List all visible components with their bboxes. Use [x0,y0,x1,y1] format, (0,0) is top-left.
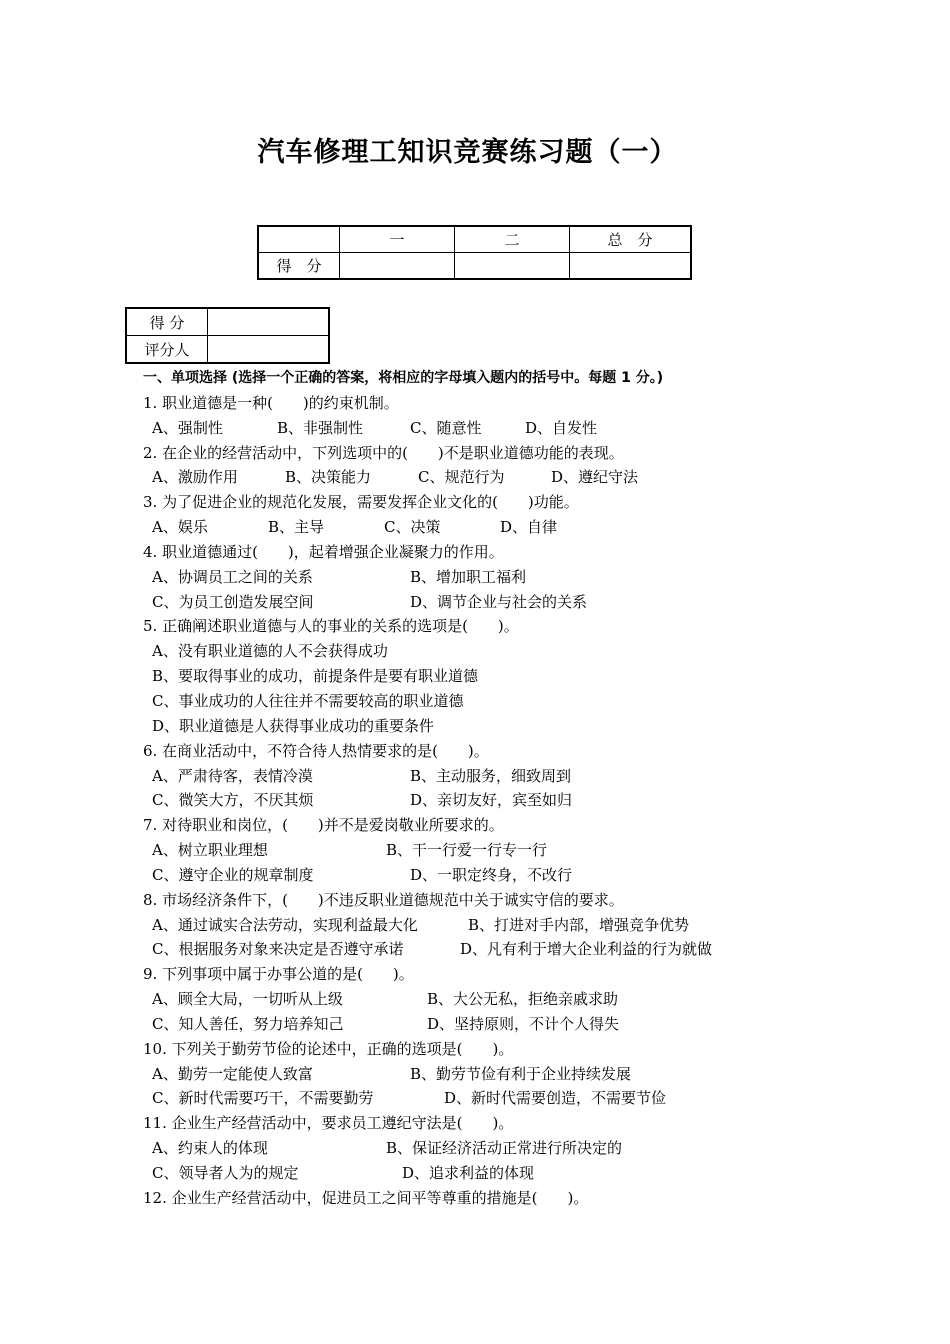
score-table-header-blank [258,226,340,253]
option-row [143,465,923,490]
grader-table-grader-row [126,336,329,364]
option-row [143,1161,923,1186]
option: D、新时代需要创造，不需要节俭 [444,1089,667,1108]
option-row [143,838,923,863]
option-row [143,1136,923,1161]
score-cell-total[interactable] [570,253,692,280]
grader-table-score-cell[interactable] [208,308,330,336]
score-summary-table [257,225,692,280]
score-table-score-row [258,253,691,280]
score-cell-part-1[interactable] [340,253,455,280]
option-row [143,590,923,615]
option: C、微笑大方，不厌其烦 [152,791,314,810]
option-row [143,515,923,540]
score-table-header-total: 总 分 [570,226,692,253]
page-title: 汽车修理工知识竞赛练习题（一） [257,137,678,168]
option: A、严肃待客，表情冷漠 [152,766,313,785]
option: A、没有职业道德的人不会获得成功 [152,642,388,661]
option: D、追求利益的体现 [402,1164,535,1182]
score-table-header-part-2: 二 [455,226,570,253]
option-row [143,788,923,813]
option: A、娱乐 [152,518,208,537]
option: C、规范行为 [418,468,505,487]
option-row [143,937,923,962]
question-stem: 5. 正确阐述职业道德与人的事业的关系的选项是( )。 [143,617,519,636]
score-table-header-row [258,226,691,253]
grader-table-score-label: 得 分 [126,308,208,336]
question-stem: 2. 在企业的经营活动中，下列选项中的( )不是职业道德功能的表现。 [143,443,624,462]
option: D、遵纪守法 [551,468,639,487]
option: D、自发性 [525,418,598,437]
option-row [143,987,923,1012]
option: B、保证经济活动正常进行所决定的 [386,1139,623,1158]
option-row [143,1012,923,1037]
option: B、决策能力 [285,468,372,487]
question-stem: 11. 企业生产经营活动中，要求员工遵纪守法是( )。 [143,1114,514,1133]
option: A、顾全大局，一切听从上级 [152,990,343,1009]
option: B、勤劳节俭有利于企业持续发展 [410,1064,632,1083]
option: D、调节企业与社会的关系 [410,592,588,611]
score-table-row-label: 得 分 [258,253,340,280]
question-stem: 12. 企业生产经营活动中，促进员工之间平等尊重的措施是( )。 [143,1188,589,1207]
option: B、主导 [268,518,325,537]
score-table-header-part-1: 一 [340,226,455,253]
grader-table-grader-cell[interactable] [208,336,330,364]
option: A、激励作用 [152,468,238,487]
question-stem: 1. 职业道德是一种( )的约束机制。 [143,393,399,412]
option: C、随意性 [410,418,482,437]
question-section [143,366,923,1211]
option: A、协调员工之间的关系 [152,567,313,586]
grader-table [125,307,330,364]
option: A、树立职业理想 [152,841,268,860]
option: A、通过诚实合法劳动，实现利益最大化 [152,915,418,934]
question-stem: 10. 下列关于勤劳节俭的论述中，正确的选项是( )。 [143,1039,514,1058]
option-row [143,863,923,888]
option-row [143,1086,923,1111]
option: B、主动服务，细致周到 [410,766,572,785]
option: A、强制性 [152,418,223,437]
option: C、为员工创造发展空间 [152,592,314,611]
question-stem: 4. 职业道德通过( )，起着增强企业凝聚力的作用。 [143,542,504,561]
question-stem: 6. 在商业活动中，不符合待人热情要求的是( )。 [143,741,489,760]
option: C、决策 [384,518,441,537]
question-stem: 8. 市场经济条件下，( )不违反职业道德规范中关于诚实守信的要求。 [143,890,624,909]
option-row [143,764,923,789]
score-cell-part-2[interactable] [455,253,570,280]
section-heading: 一、单项选择 (选择一个正确的答案，将相应的字母填入题内的括号中。每题 1 分。) [143,370,664,386]
option: C、领导者人为的规定 [152,1164,299,1182]
option: A、约束人的体现 [152,1139,268,1158]
option-row [143,565,923,590]
question-stem: 7. 对待职业和岗位，( )并不是爱岗敬业所要求的。 [143,816,504,835]
option: B、增加职工福利 [410,567,527,586]
option: D、一职定终身，不改行 [410,865,573,884]
option: C、知人善任，努力培养知己 [152,1014,344,1033]
grader-table-grader-label: 评分人 [126,336,208,364]
option: B、大公无私，拒绝亲戚求助 [427,990,619,1009]
option: C、根据服务对象来决定是否遵守承诺 [152,940,404,959]
grader-table-score-row [126,308,329,336]
option: B、打进对手内部，增强竞争优势 [468,915,690,934]
option: D、凡有利于增大企业利益的行为就做 [460,940,713,959]
option: B、非强制性 [277,418,364,437]
option: D、亲切友好，宾至如归 [410,791,573,810]
option: A、勤劳一定能使人致富 [152,1064,313,1083]
option-row [143,1062,923,1087]
option: C、遵守企业的规章制度 [152,865,314,884]
option-row [143,913,923,938]
question-stem: 3. 为了促进企业的规范化发展，需要发挥企业文化的( )功能。 [143,493,579,512]
option-row [143,416,923,441]
option: C、事业成功的人往往并不需要较高的职业道德 [152,691,464,710]
option: C、新时代需要巧干，不需要勤劳 [152,1089,374,1108]
question-stem: 9. 下列事项中属于办事公道的是( )。 [143,965,414,984]
option: B、要取得事业的成功，前提条件是要有职业道德 [152,667,479,686]
option: B、干一行爱一行专一行 [386,841,548,860]
option: D、职业道德是人获得事业成功的重要条件 [152,716,435,735]
option: D、自律 [500,518,558,537]
option: D、坚持原则，不计个人得失 [427,1014,620,1033]
